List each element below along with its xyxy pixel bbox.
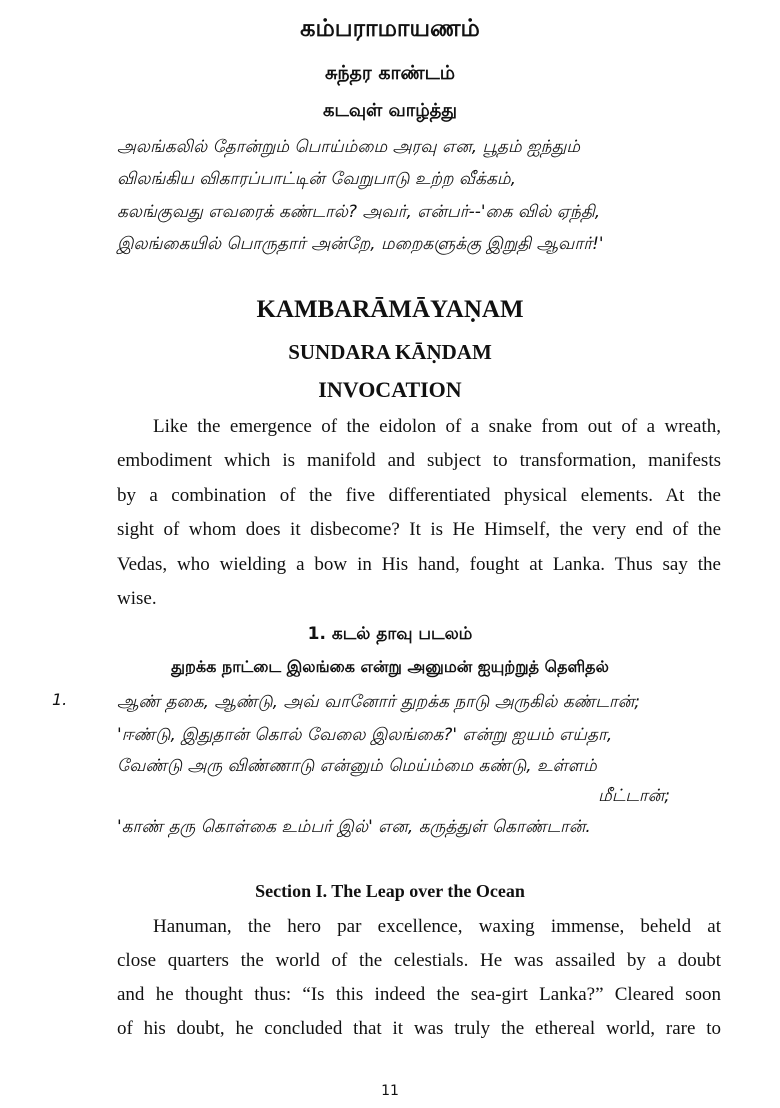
english-section: INVOCATION (318, 377, 462, 402)
tamil-kandam: சுந்தர காண்டம் (324, 62, 456, 84)
paragraph-line: wise. (117, 588, 157, 609)
chapter-verse-line: மீட்டான்; (598, 786, 670, 806)
paragraph-line: Vedas, who wielding a bow in His hand, fought at Lanka. Thus say the (117, 554, 721, 575)
tamil-title: கம்பராமாயணம் (300, 14, 480, 42)
chapter-verse-line: ஆண் தகை, ஆண்டு, அவ் வானோர் துறக்க நாடு அருகில் கண்டான்; (117, 692, 640, 712)
paragraph-line: close quarters the world of the celestials. He was assailed by a doubt (117, 950, 721, 971)
english-title: KAMBARĀMĀYAṆAM (256, 296, 524, 323)
chapter-verse-line: 'ஈண்டு, இதுதான் கொல் வேலை இலங்கை?' என்று ஐயம் எய்தா, (117, 725, 613, 745)
paragraph-line: of his doubt, he concluded that it was truly the ethereal world, rare to (117, 1018, 721, 1039)
tamil-verse-line: கலங்குவது எவரைக் கண்டால்? அவர், என்பர்--'கை வில் ஏந்தி, (117, 202, 601, 222)
verse-number: 1. (52, 690, 68, 709)
section-title: Section I. The Leap over the Ocean (255, 881, 525, 901)
paragraph-line: and he thought thus: “Is this indeed the sea-girt Lanka?” Cleared soon (117, 984, 721, 1005)
chapter-subtitle: துறக்க நாட்டை இலங்கை என்று அனுமன் ஐயுற்றுத் தெளிதல் (171, 657, 609, 676)
paragraph-line: sight of whom does it disbecome? It is He Himself, the very end of the (117, 519, 721, 540)
chapter-verse-line: வேண்டு அரு விண்ணாடு என்னும் மெய்ம்மை கண்டு, உள்ளம் (117, 756, 597, 776)
paragraph-line: Like the emergence of the eidolon of a snake from out of a wreath, (153, 416, 721, 437)
paragraph-line: Hanuman, the hero par excellence, waxing immense, beheld at (153, 916, 721, 937)
tamil-verse-line: இலங்கையில் பொருதார் அன்றே, மறைகளுக்கு இறுதி ஆவார்!' (117, 234, 604, 254)
page-number: 11 (381, 1083, 399, 1099)
chapter-title: 1. கடல் தாவு படலம் (307, 624, 473, 644)
tamil-verse-line: அலங்கலில் தோன்றும் பொய்ம்மை அரவு என, பூதம் ஐந்தும் (117, 137, 581, 157)
english-kandam: SUNDARA KĀṆDAM (288, 340, 492, 364)
paragraph-line: embodiment which is manifold and subject to transformation, manifests (117, 450, 721, 471)
paragraph-line: by a combination of the five differentiated physical elements. At the (117, 485, 721, 506)
tamil-section: கடவுள் வாழ்த்து (322, 100, 458, 121)
tamil-verse-line: விலங்கிய விகாரப்பாட்டின் வேறுபாடு உற்ற வீக்கம், (117, 169, 516, 189)
chapter-verse-line: 'காண் தரு கொள்கை உம்பர் இல்' என, கருத்துள் கொண்டான். (117, 817, 591, 837)
